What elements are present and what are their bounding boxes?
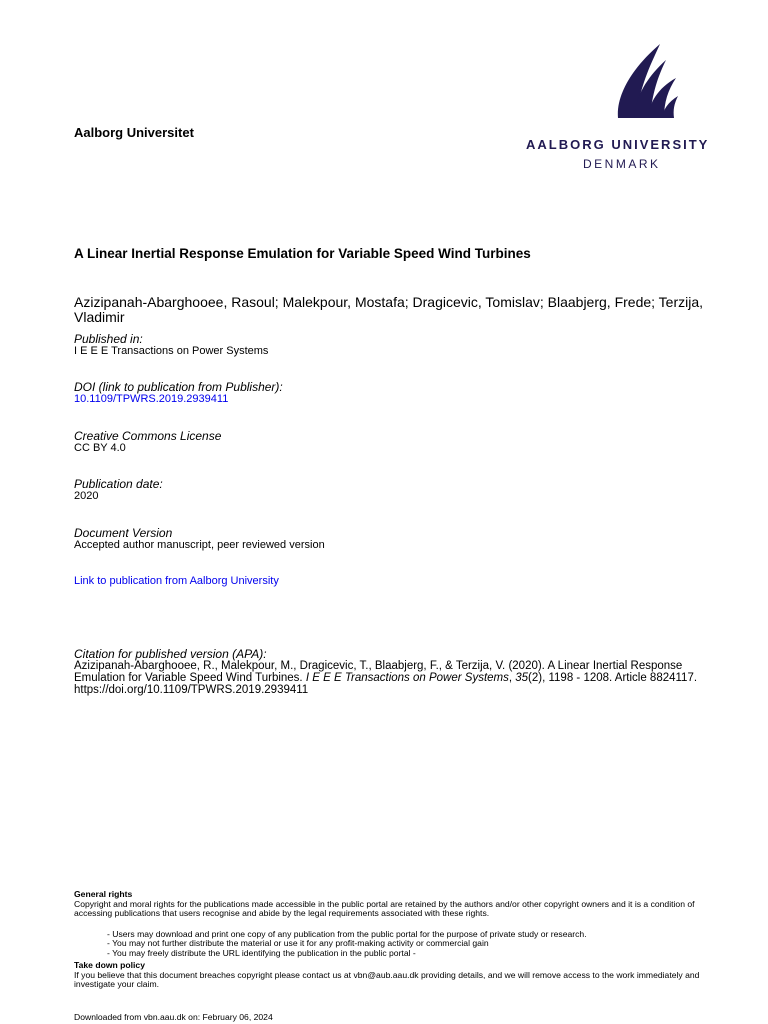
logo-country-text: DENMARK: [583, 157, 661, 171]
document-version-section: [74, 527, 325, 552]
publication-date-section: [74, 478, 163, 503]
logo-wave-icon: [580, 40, 680, 120]
license-value: CC BY 4.0: [74, 442, 126, 454]
publication-date-value: 2020: [74, 490, 99, 502]
citation-volume: 35: [515, 672, 529, 684]
rights-bullet-list: [107, 930, 724, 959]
general-rights-text: Copyright and moral rights for the publications made accessible in the public portal are retained by the authors and/or other copyright owners and it is a condition of accessing publications that users recognise and abide by the legal requirements associated with these rights.: [74, 898, 695, 918]
published-in-label: Published in:: [74, 332, 143, 346]
take-down-text: If you believe that this document breaches copyright please contact us at vbn@aub.aau.dk providing details, and we will remove access to the work immediately and investigate your claim.: [74, 969, 700, 989]
take-down-heading: Take down policy: [74, 960, 145, 970]
rights-bullet: - Users may download and print one copy of any publication from the public portal for the purpose of private study or research.: [107, 928, 587, 939]
logo-university-text: AALBORG UNIVERSITY: [526, 137, 710, 152]
rights-bullet: - You may not further distribute the material or use it for any profit-making activity or commercial gain: [107, 938, 489, 948]
downloaded-note: Downloaded from vbn.aau.dk on: February 06, 2024: [74, 1012, 273, 1022]
aalborg-university-logo: [520, 40, 730, 180]
doi-section: [74, 381, 283, 406]
document-version-label: Document Version: [74, 526, 173, 540]
doi-label: DOI (link to publication from Publisher):: [74, 380, 283, 394]
authors: Azizipanah-Abarghooee, Rasoul; Malekpour, Mostafa; Dragicevic, Tomislav; Blaabjerg, Frede; Terzija, Vladimir: [74, 294, 704, 325]
license-label: Creative Commons License: [74, 429, 222, 443]
citation-text: [74, 660, 714, 696]
citation-text-after: (2), 1198 - 1208. Article 8824117. https://doi.org/10.1109/TPWRS.2019.2939411: [74, 672, 698, 696]
citation-text-before: Azizipanah-Abarghooee, R., Malekpour, M., Dragicevic, T., Blaabjerg, F., & Terzija, V. (2020). A Linear Inertial Response Emulation for Variable Speed Wind Turbines.: [74, 660, 683, 684]
citation-separator: ,: [508, 672, 516, 684]
university-name: Aalborg Universitet: [74, 125, 194, 140]
citation-label: Citation for published version (APA):: [74, 647, 267, 661]
license-section: [74, 430, 221, 455]
general-rights-heading: General rights: [74, 889, 133, 899]
rights-section: [74, 890, 724, 990]
publication-title: A Linear Inertial Response Emulation for Variable Speed Wind Turbines: [74, 246, 531, 261]
citation-journal: I E E E Transactions on Power Systems: [305, 672, 509, 684]
portal-link[interactable]: Link to publication from Aalborg University: [74, 575, 279, 587]
doi-link[interactable]: 10.1109/TPWRS.2019.2939411: [74, 393, 229, 405]
published-in-section: [74, 333, 268, 358]
published-in-value: I E E E Transactions on Power Systems: [74, 345, 269, 357]
rights-bullet: - You may freely distribute the URL identifying the publication in the public portal -: [107, 947, 416, 958]
publication-date-label: Publication date:: [74, 477, 163, 491]
document-version-value: Accepted author manuscript, peer reviewed version: [74, 539, 325, 551]
